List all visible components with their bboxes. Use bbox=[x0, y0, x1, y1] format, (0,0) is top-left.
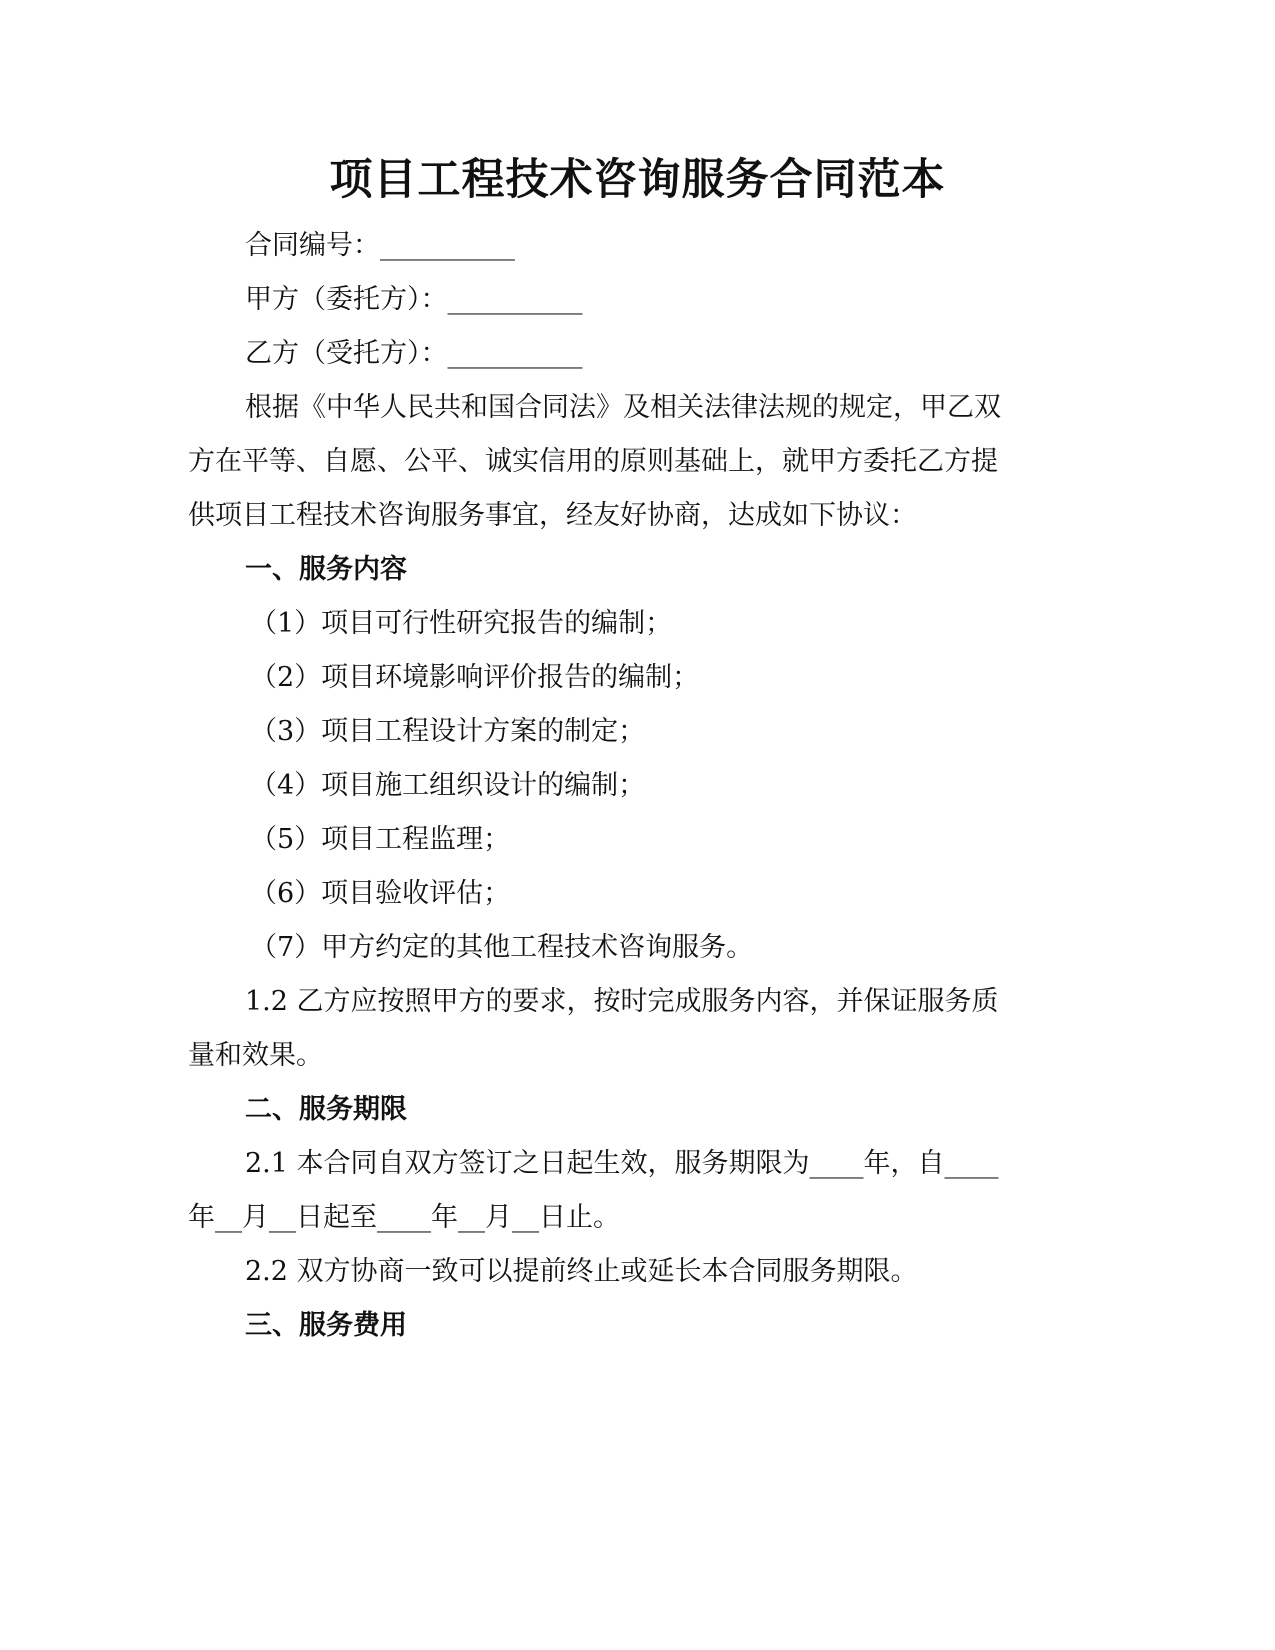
service-item-2: （2）项目环境影响评价报告的编制； bbox=[250, 662, 700, 693]
clause-1-2-line-1: 1.2 乙方应按照甲方的要求，按时完成服务内容，并保证服务质 bbox=[245, 986, 999, 1017]
service-item-4: （4）项目施工组织设计的编制； bbox=[250, 770, 646, 801]
section-2-heading: 二、服务期限 bbox=[245, 1094, 407, 1125]
preamble-line-2: 方在平等、自愿、公平、诚实信用的原则基础上，就甲方委托乙方提 bbox=[188, 446, 998, 477]
preamble-line-3: 供项目工程技术咨询服务事宜，经友好协商，达成如下协议： bbox=[188, 500, 917, 531]
party-a-line: 甲方（委托方）：__________ bbox=[245, 284, 583, 315]
service-item-1: （1）项目可行性研究报告的编制； bbox=[250, 608, 673, 639]
clause-2-1-line-1: 2.1 本合同自双方签订之日起生效，服务期限为____年，自____ bbox=[245, 1148, 999, 1179]
preamble-line-1: 根据《中华人民共和国合同法》及相关法律法规的规定，甲乙双 bbox=[245, 392, 1001, 423]
clause-2-2-line: 2.2 双方协商一致可以提前终止或延长本合同服务期限。 bbox=[245, 1256, 918, 1287]
contract-number-line: 合同编号：__________ bbox=[245, 230, 515, 261]
service-item-7: （7）甲方约定的其他工程技术咨询服务。 bbox=[250, 932, 754, 963]
clause-1-2-line-2: 量和效果。 bbox=[188, 1040, 323, 1071]
document-title: 项目工程技术咨询服务合同范本 bbox=[329, 155, 946, 205]
service-item-6: （6）项目验收评估； bbox=[250, 878, 511, 909]
service-item-5: （5）项目工程监理； bbox=[250, 824, 511, 855]
section-3-heading: 三、服务费用 bbox=[245, 1310, 407, 1341]
service-item-3: （3）项目工程设计方案的制定； bbox=[250, 716, 646, 747]
party-b-line: 乙方（受托方）：__________ bbox=[245, 338, 583, 369]
section-1-heading: 一、服务内容 bbox=[245, 554, 407, 585]
clause-2-1-line-2: 年__月__日起至____年__月__日止。 bbox=[188, 1202, 620, 1233]
